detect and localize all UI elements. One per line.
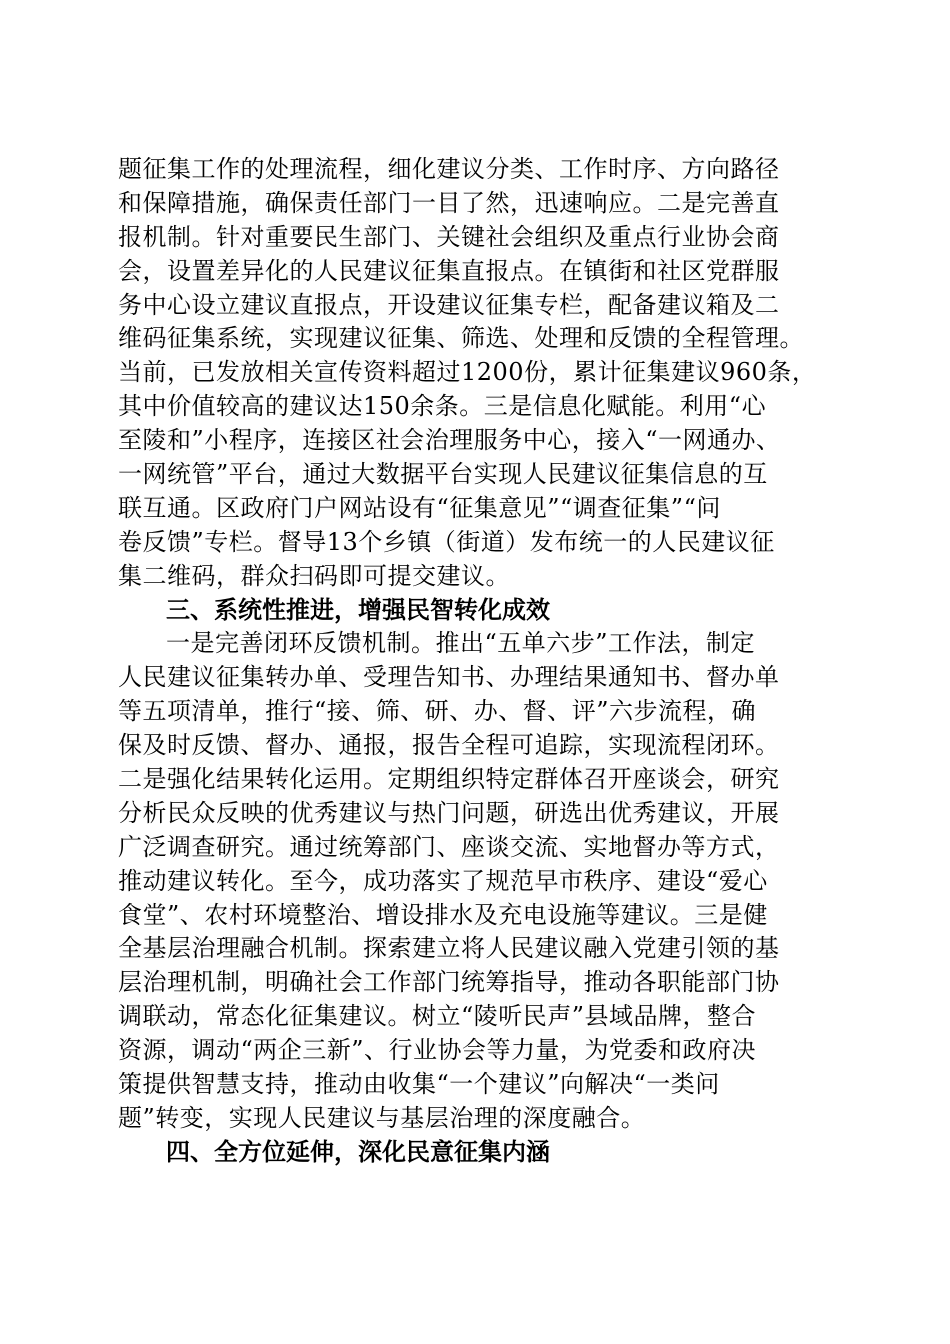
text-line: 分析民众反映的优秀建议与热门问题，研选出优秀建议，开展 (118, 798, 780, 827)
text-line: 一是完善闭环反馈机制。推出“五单六步”工作法，制定 (166, 629, 756, 658)
text-line: 会，设置差异化的人民建议征集直报点。在镇街和社区党群服 (118, 256, 780, 285)
text-line: 保及时反馈、督办、通报，报告全程可追踪，实现流程闭环。 (118, 731, 780, 760)
text-line: 其中价值较高的建议达150余条。三是信息化赋能。利用“心 (118, 392, 767, 421)
text-line: 和保障措施，确保责任部门一目了然，迅速响应。二是完善直 (118, 188, 780, 217)
paragraph-continuation (118, 153, 838, 594)
text-line: 报机制。针对重要民生部门、关键社会组织及重点行业协会商 (118, 222, 780, 251)
section-heading-3: 三、系统性推进，增强民智转化成效 (166, 595, 550, 624)
text-line: 层治理机制，明确社会工作部门统筹指导，推动各职能部门协 (118, 968, 780, 997)
paragraph-section-3 (118, 627, 838, 1135)
text-line: 等五项清单，推行“接、筛、研、办、督、评”六步流程，确 (118, 697, 757, 726)
text-line: 全基层治理融合机制。探索建立将人民建议融入党建引领的基 (118, 934, 780, 963)
text-line: 当前，已发放相关宣传资料超过1200份，累计征集建议960条， (118, 358, 817, 387)
text-line: 策提供智慧支持，推动由收集“一个建议”向解决“一类问 (118, 1070, 720, 1099)
text-line: 题征集工作的处理流程，细化建议分类、工作时序、方向路径 (118, 155, 780, 183)
text-line: 广泛调查研究。通过统筹部门、座谈交流、实地督办等方式， (118, 832, 780, 861)
text-line: 联互通。区政府门户网站设有“征集意见”“调查征集”“问 (118, 493, 721, 522)
text-line: 维码征集系统，实现建议征集、筛选、处理和反馈的全程管理。 (118, 324, 804, 353)
section-heading-4: 四、全方位延伸，深化民意征集内涵 (166, 1137, 550, 1166)
text-line: 食堂”、农村环境整治、增设排水及充电设施等建议。三是健 (118, 900, 768, 929)
text-line: 卷反馈”专栏。督导13个乡镇（街道）发布统一的人民建议征 (118, 527, 775, 556)
text-line: 集二维码，群众扫码即可提交建议。 (118, 561, 510, 590)
text-line: 资源，调动“两企三新”、行业协会等力量，为党委和政府决 (118, 1036, 757, 1065)
text-line: 务中心设立建议直报点，开设建议征集专栏，配备建议箱及二 (118, 290, 780, 319)
text-line: 题”转变，实现人民建议与基层治理的深度融合。 (118, 1103, 646, 1132)
document-page (118, 153, 838, 1170)
text-line: 二是强化结果转化运用。定期组织特定群体召开座谈会，研究 (118, 765, 780, 794)
text-line: 调联动，常态化征集建议。树立“陵听民声”县域品牌，整合 (118, 1002, 757, 1031)
text-line: 至陵和”小程序，连接区社会治理服务中心，接入“一网通办、 (118, 426, 781, 455)
text-line: 一网统管”平台，通过大数据平台实现人民建议征集信息的互 (118, 460, 768, 489)
text-line: 推动建议转化。至今，成功落实了规范早市秩序、建设“爱心 (118, 866, 768, 895)
text-line: 人民建议征集转办单、受理告知书、办理结果通知书、督办单 (118, 663, 780, 692)
